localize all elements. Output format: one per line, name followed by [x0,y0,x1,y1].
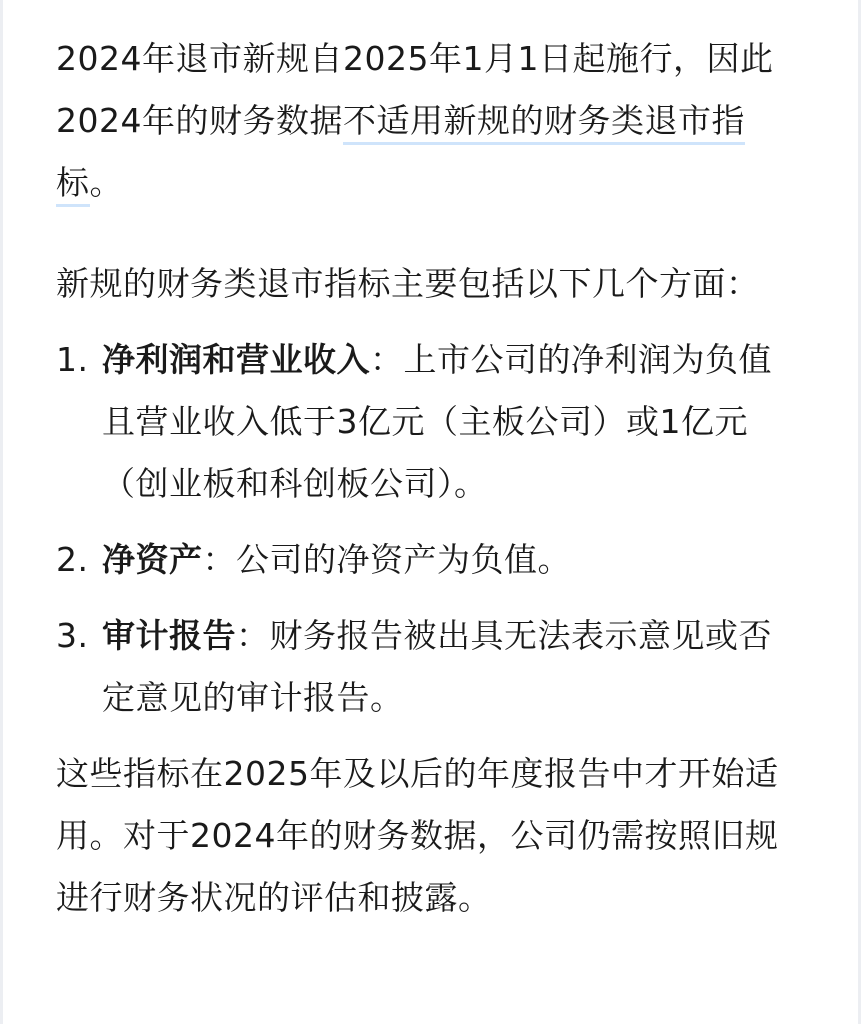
intro-paragraph [56,0,805,214]
list-item [56,329,805,515]
list-item [56,605,805,729]
item-title: 净利润和营业收入 [102,340,370,379]
item-title: 审计报告 [102,616,236,655]
left-edge [0,0,3,1024]
item-title: 净资产 [102,540,203,579]
list-number: 2. [56,540,89,579]
reference-link[interactable]: 不适用新规的财务类退市指标 [56,101,745,207]
intro-text: 2024年退市新规自2025年1月1日起施行，因此2024年的财务数据 [56,39,774,140]
list-item [56,529,805,591]
item-body: ：公司的净资产为负值。 [202,540,571,579]
intro-end: 。 [89,163,123,202]
list-number: 3. [56,616,89,655]
list-number: 1. [56,340,89,379]
item-body: ：财务报告被出具无法表示意见或否定意见的审计报告。 [102,616,772,717]
item-body: ：上市公司的净利润为负值且营业收入低于3亿元（主板公司）或1亿元（创业板和科创板公司）。 [102,340,772,503]
conclusion-paragraph: 这些指标在2025年及以后的年度报告中才开始适用。对于2024年的财务数据，公司仍需按照旧规进行财务状况的评估和披露。 [56,754,779,917]
lead-paragraph: 新规的财务类退市指标主要包括以下几个方面： [56,264,760,303]
indicator-list [56,329,805,729]
